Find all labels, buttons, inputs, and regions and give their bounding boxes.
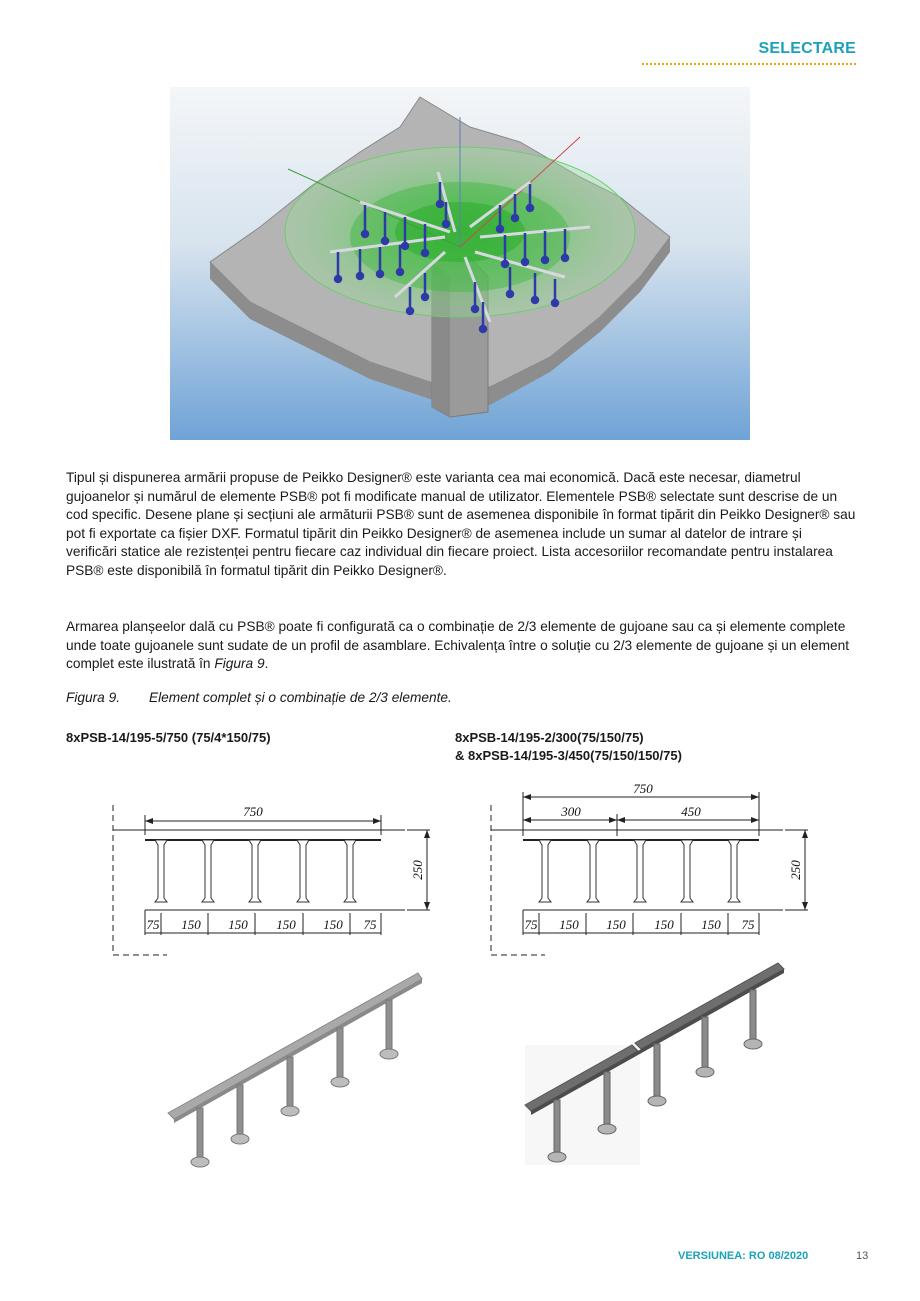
section-title: SELECTARE — [758, 40, 856, 57]
figure-caption — [66, 690, 452, 705]
spacing-label: 75 — [146, 917, 160, 932]
spacing-label: 150 — [701, 917, 721, 932]
overall-length-label: 750 — [633, 781, 653, 796]
right-element-label-line1: 8xPSB-14/195-2/300(75/150/75) — [455, 730, 644, 745]
left-technical-drawing — [105, 795, 445, 960]
page-number: 13 — [856, 1250, 869, 1262]
spacing-label: 150 — [654, 917, 674, 932]
figure-reference: Figura 9 — [214, 656, 265, 672]
spacing-label: 150 — [228, 917, 248, 932]
header-divider — [642, 63, 856, 65]
left-3d-element-render — [160, 965, 430, 1175]
spacing-label: 75 — [524, 917, 538, 932]
footer-version: VERSIUNEA: RO 08/2020 — [678, 1250, 809, 1262]
left-element-label: 8xPSB-14/195-5/750 (75/4*150/75) — [66, 730, 271, 745]
spacing-label: 150 — [559, 917, 579, 932]
part-a-length-label: 300 — [561, 804, 581, 819]
height-label: 250 — [410, 860, 425, 880]
spacing-label: 150 — [323, 917, 343, 932]
part-b-length-label: 450 — [681, 804, 701, 819]
paragraph-configuration-text: Armarea planșeelor dală cu PSB® poate fi configurată ca o combinație de 2/3 elemente de gujoane sau ca și elemente complete unde toate gujoanele sunt sudate de un profil de asamblare. Echivalența între o soluție cu 2/3 elemente de gujoane și un element complet este ilustrată în — [66, 619, 850, 672]
paragraph-designer: Tipul și dispunerea armării propuse de Peikko Designer® este varianta cea mai economică. Dacă este necesar, diametrul gujoanelor și numărul de elemente PSB® pot fi modificate manual de utilizator. Elementele PSB® selectate sunt descrise de un cod specific. Desene plane și secțiuni ale armăturii PSB® sunt de asemenea disponibile în format tipărit din Peikko Designer® sau pot fi exportate ca fișier DXF. Formatul tipărit din Peikko Designer® de asemenea include un sumar al datelor de intrare și verificări statice ale rezistenței pentru fiecare caz individual din fiecare proiect. Lista accesoriilor recomandate pentru instalarea PSB® este disponibilă în formatul tipărit din Peikko Designer®. — [66, 470, 856, 578]
figure-caption-text: Element complet și o combinație de 2/3 elemente. — [149, 690, 452, 705]
figure-number: Figura 9. — [66, 690, 121, 705]
spacing-label: 150 — [606, 917, 626, 932]
slab-3d-render — [170, 87, 750, 440]
height-label: 250 — [788, 860, 803, 880]
paragraph-end: . — [264, 656, 269, 672]
spacing-label: 150 — [181, 917, 201, 932]
spacing-label: 75 — [741, 917, 755, 932]
overall-length-label: 750 — [243, 804, 263, 819]
spacing-label: 150 — [276, 917, 296, 932]
spacing-label: 75 — [363, 917, 377, 932]
right-3d-element-render — [520, 960, 790, 1170]
paragraph-configuration — [66, 618, 856, 674]
right-element-label-line2: & 8xPSB-14/195-3/450(75/150/150/75) — [455, 748, 682, 763]
right-element-label — [455, 729, 682, 765]
right-technical-drawing — [483, 778, 823, 960]
